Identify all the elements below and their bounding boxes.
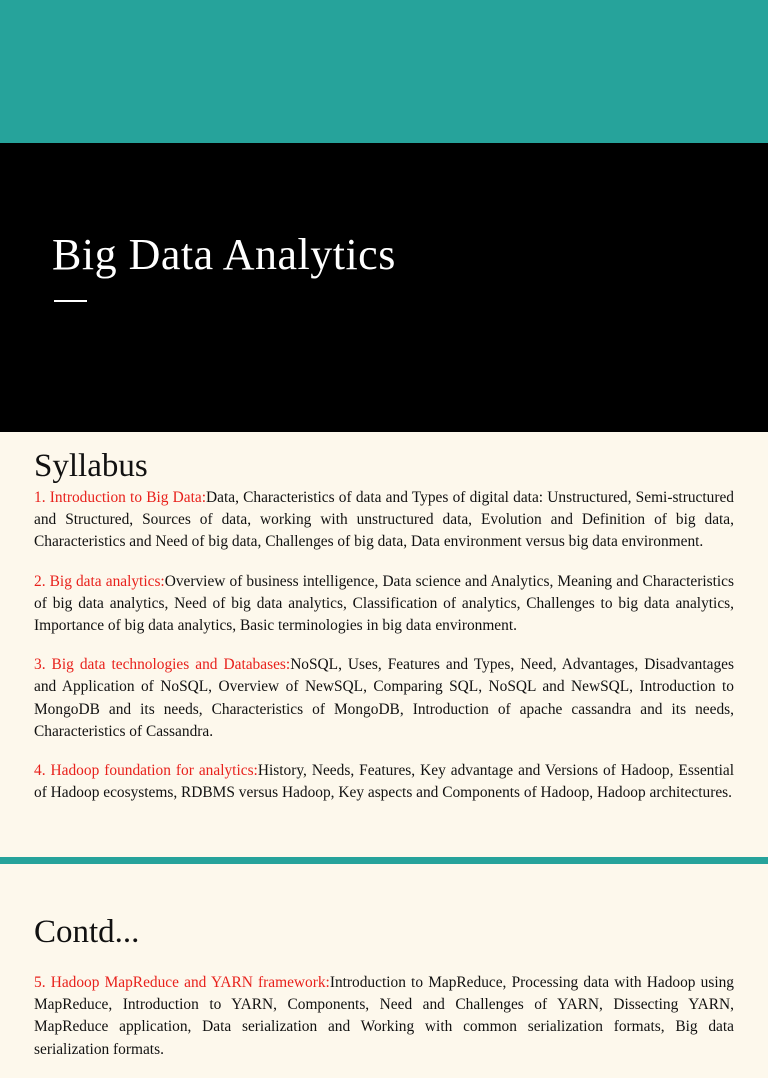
syllabus-item-text: Data, Characteristics of data and Types of digital data: Unstructured, Semi-structured and Structured, Sources of data, working with unstructured data, Evolution and Definition of big data, Characteristics and Need of big data, Challenges of big data, Data environment versus big data environment.	[34, 489, 734, 551]
contd-heading: Contd...	[34, 914, 140, 950]
syllabus-item-text: Introduction to MapReduce, Processing data with Hadoop using MapReduce, Introduction to YARN, Components, Need and Challenges of YARN, Dissecting YARN, MapReduce application, Data serialization and Working with common serialization formats, Big data serialization formats.	[34, 974, 734, 1058]
presentation-title: Big Data Analytics	[52, 230, 396, 279]
syllabus-item-topic: 2. Big data analytics:	[34, 572, 165, 590]
title-slide	[0, 143, 768, 432]
syllabus-item-topic: 5. Hadoop MapReduce and YARN framework:	[34, 974, 330, 991]
syllabus-item-text: History, Needs, Features, Key advantage and Versions of Hadoop, Essential of Hadoop ecosystems, RDBMS versus Hadoop, Key aspects and Components of Hadoop, Hadoop architectures.	[34, 762, 735, 802]
syllabus-item-4	[34, 760, 734, 804]
contd-list	[34, 972, 734, 1078]
syllabus-item-topic: 1. Introduction to Big Data:	[34, 489, 207, 506]
contd-slide	[0, 864, 768, 1058]
syllabus-item-2	[34, 571, 734, 638]
syllabus-item-text: Overview of business intelligence, Data science and Analytics, Meaning and Characteristics of big data analytics, Need of big data analytics, Classification of analytics, Challenges to big data analytics, Importance of big data analytics, Basic terminologies in big data environment.	[34, 572, 735, 635]
top-teal-band	[0, 0, 768, 143]
syllabus-item-3	[34, 654, 734, 743]
syllabus-item-topic: 4. Hadoop foundation for analytics:	[34, 762, 258, 780]
syllabus-list	[34, 487, 734, 821]
title-underline	[54, 300, 87, 302]
syllabus-item-5	[34, 972, 734, 1061]
syllabus-heading: Syllabus	[34, 448, 148, 484]
syllabus-slide	[0, 432, 768, 857]
slide-divider	[0, 857, 768, 864]
syllabus-item-topic: 3. Big data technologies and Databases:	[34, 656, 291, 674]
syllabus-item-text: NoSQL, Uses, Features and Types, Need, Advantages, Disadvantages and Application of NoSQL, Overview of NewSQL, Comparing SQL, NoSQL and NewSQL, Introduction to MongoDB and its needs, Characteristics of MongoDB, Introduction of apache cassandra and its needs, Characteristics of Cassandra.	[34, 656, 735, 740]
syllabus-item-1	[34, 487, 734, 554]
